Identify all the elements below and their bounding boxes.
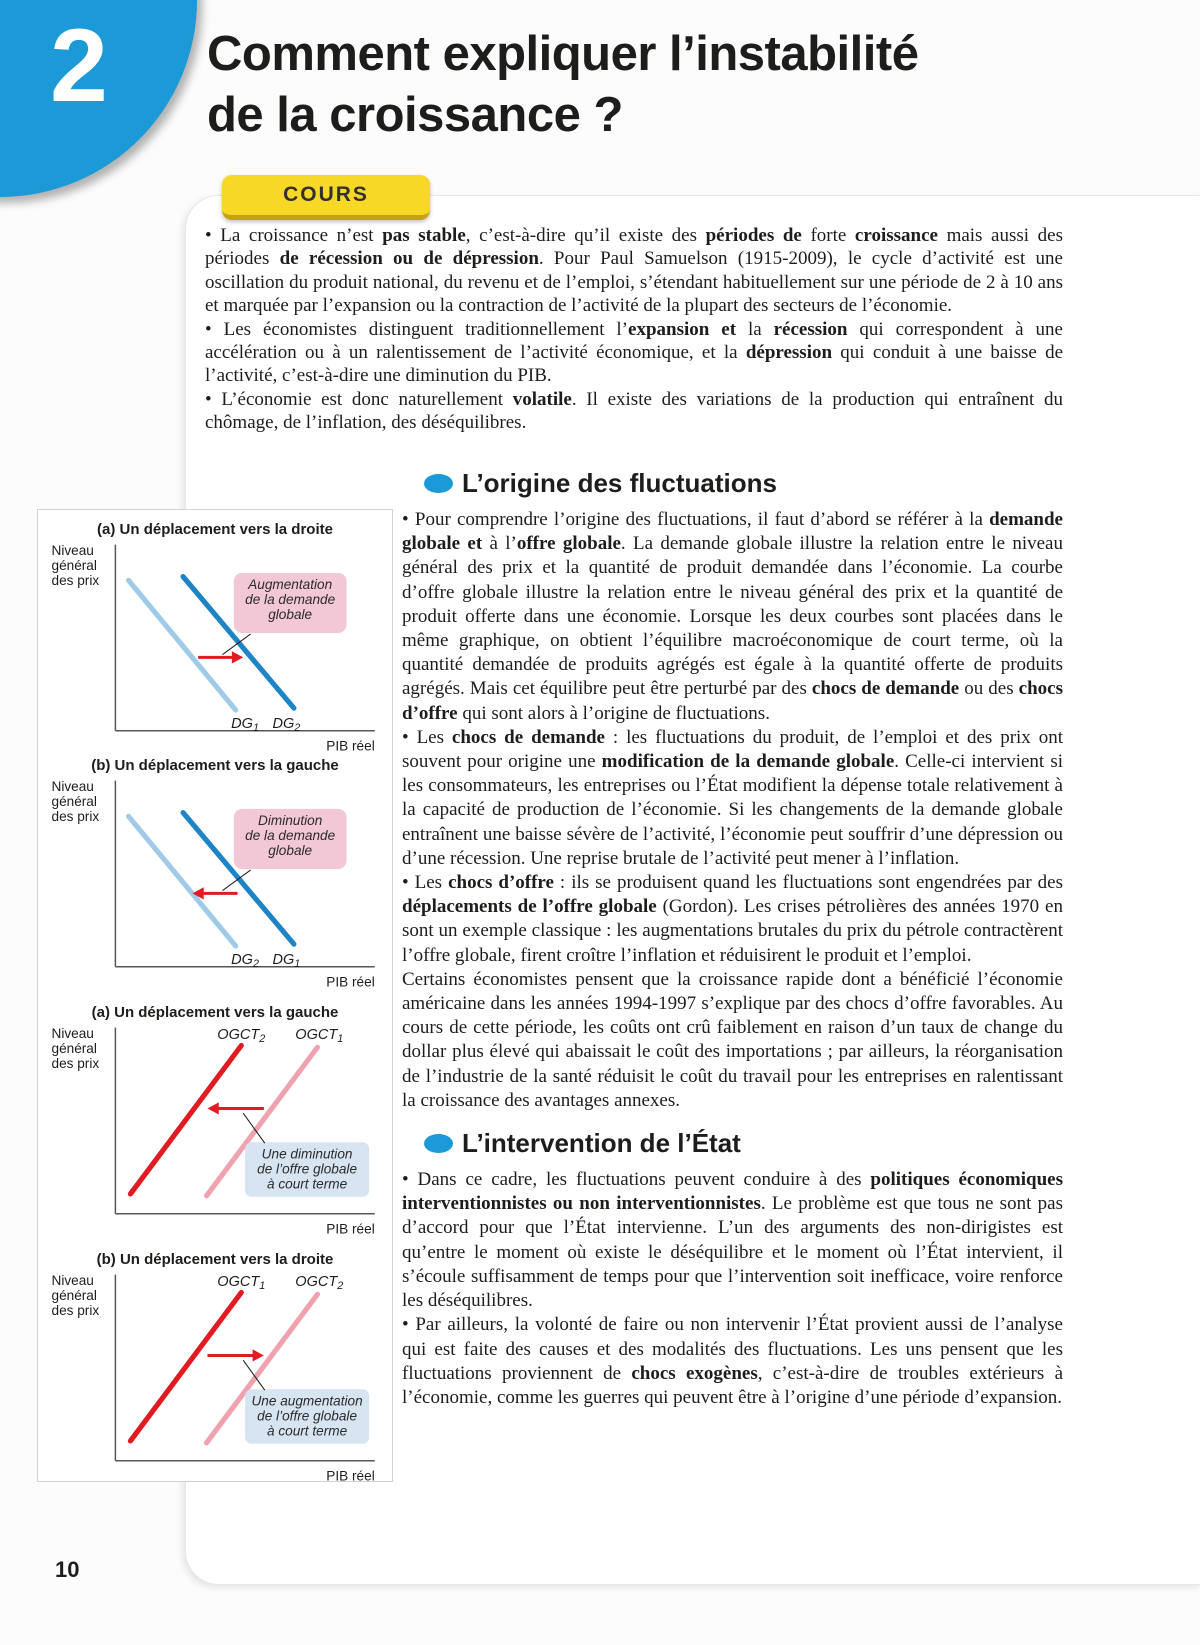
section-paragraph: • Les chocs d’offre : ils se produisent quand les fluctuations sont engendrées par des déplacements de l’offre globale (Gordon). Les crises pétrolières des années 1970 en sont un exemple classique : les augmentations brutales du prix du pétrole contractèrent l’offre globale, firent croître l’inflation et réduisirent le produit et l’emploi. (402, 872, 1063, 966)
chart-title: (b) Un déplacement vers la gauche (91, 757, 339, 774)
x-axis-label: PIB réel (326, 738, 375, 754)
curve-label-OGCT1: $OGCT_1$ (295, 1026, 344, 1046)
section-heading-text: L’origine des fluctuations (462, 468, 777, 498)
annotation-text: Une diminution (261, 1146, 353, 1162)
y-axis-label: des prix (51, 1056, 100, 1072)
section-bullet-icon (424, 1134, 453, 1153)
section-heading (402, 468, 1063, 499)
chart-block-supply-shift-left (38, 1004, 392, 1247)
annotation-text: Une augmentation (251, 1393, 363, 1409)
curve-DG2 (129, 816, 236, 946)
chart-block-demand-shift-right (38, 510, 392, 753)
annotation-text: à court terme (266, 1423, 348, 1439)
section-paragraph: • Dans ce cadre, les fluctuations peuvent conduire à des politiques économiques interventionnistes ou non interventionnistes. Le problème est que tous ne sont pas d’accord pour que l’État intervienne. L’un des arguments des non-dirigistes est qu’entre le moment où existe le déséquilibre et le moment où l’État intervient, il s’écoule suffisamment de temps pour que l’intervention soit inefficace, voire renforce les déséquilibres. (402, 1169, 1063, 1312)
section-heading (402, 1128, 1063, 1159)
page-number: 10 (55, 1557, 80, 1582)
y-axis-label: des prix (51, 1303, 100, 1319)
curve-DG1 (129, 580, 236, 710)
supply-shift-right-chart (39, 1269, 391, 1487)
page-title-line2: de la croissance ? (207, 88, 623, 142)
intro-paragraph: • La croissance n’est pas stable, c’est-à-dire qu’il existe des périodes de forte croissance mais aussi des périodes de récession ou de dépression. Pour Paul Samuelson (1915-2009), le cycle d’activité est une oscillation du produit national, du revenu et de l’emploi, s’étendant habituellement sur une période de 2 à 10 ans et marquée par l’expansion ou la contraction de l’activité de la plupart des secteurs de l’économie. (205, 225, 1063, 317)
y-axis-label: des prix (51, 573, 100, 589)
shift-arrow-icon (207, 1349, 263, 1361)
curve-label-OGCT2: $OGCT_2$ (295, 1273, 344, 1293)
curve-label-OGCT2: $OGCT_2$ (217, 1026, 266, 1046)
annotation-text: à court terme (266, 1176, 348, 1192)
y-axis-label: général (51, 558, 97, 574)
annotation-text: de l’offre globale (257, 1161, 358, 1177)
section-paragraph: Certains économistes pensent que la croissance rapide dont a bénéficié l’économie américaine dans les années 1994-1997 s’explique par des chocs d’offre favorables. Au cours de cette période, les coûts ont crû faiblement en raison d’un taux de change du dollar plus élevé qui abaissait le coût des importations ; par ailleurs, la réorganisation de l’industrie de la santé réduisit le coût du travail pour les entreprises en ralentissant la croissance des avantages annexes. (402, 968, 1063, 1111)
section-paragraph: • Pour comprendre l’origine des fluctuations, il faut d’abord se référer à la demande globale et à l’offre globale. La demande globale illustre la relation entre le niveau général des prix et la quantité de produit demandée dans l’économie. La courbe d’offre globale illustre la relation entre le niveau général des prix et la quantité de produit offerte dans une économie. Lorsque les deux courbes sont placées dans le même graphique, on obtient l’équilibre macroéconomique de court terme, où la quantité demandée de produits agrégés est égale à la quantité offerte de produits agrégés. Mais cet équilibre peut être perturbé par des chocs de demande ou des chocs d’offre qui sont alors à l’origine de fluctuations. (402, 509, 1063, 724)
page-title (207, 24, 918, 146)
y-axis-label: général (51, 1041, 97, 1057)
shift-arrow-icon (198, 651, 243, 663)
y-axis-label: Niveau (51, 1025, 94, 1041)
x-axis-label: PIB réel (326, 974, 375, 990)
shift-arrow-icon (192, 887, 237, 899)
curve-label-DG1: $DG_1$ (231, 715, 259, 735)
shift-arrow-icon (207, 1102, 263, 1114)
section-paragraph: • Les chocs de demande : les fluctuations du produit, de l’emploi et des prix ont souvent pour origine une modification de la demande globale. Celle-ci intervient si les consommateurs, les entreprises ou l’État modifient la dépense totale relativement à la capacité de production de l’économie. Si les changements de la demande globale entraînent une baisse sévère de l’activité, l’économie peut souffrir d’une dépression ou d’une récession. Une reprise brutale de l’activité peut mener à l’inflation. (402, 726, 1063, 869)
y-axis-label: général (51, 794, 97, 810)
y-axis-label: Niveau (51, 542, 94, 558)
curve-label-DG2: $DG_2$ (231, 951, 259, 971)
chart-title: (b) Un déplacement vers la droite (96, 1251, 334, 1268)
x-axis-label: PIB réel (326, 1221, 375, 1237)
section-paragraph: • Par ailleurs, la volonté de faire ou non intervenir l’État provient aussi de l’analyse qui est faite des causes et des modalités des fluctuations. Les uns pensent que les fluctuations proviennent de chocs exogènes, c’est-à-dire de troubles extérieurs à l’économie, comme les guerres qui peuvent être à l’origine d’une période d’expansion. (402, 1314, 1064, 1408)
course-sections (402, 468, 1063, 1410)
intro-paragraph: • L’économie est donc naturellement volatile. Il existe des variations de la production qui entraînent du chômage, de l’inflation, des déséquilibres. (205, 388, 1063, 434)
demand-shift-right-chart (39, 539, 391, 757)
x-axis-label: PIB réel (326, 1468, 375, 1484)
curve-label-DG2: $DG_2$ (272, 715, 301, 735)
annotation-text: de l’offre globale (257, 1408, 358, 1424)
intro-paragraphs (205, 224, 1063, 435)
y-axis-label: Niveau (51, 778, 94, 794)
y-axis-label: des prix (51, 809, 100, 825)
annotation-text: globale (268, 606, 313, 622)
y-axis-label: Niveau (51, 1272, 94, 1288)
chart-block-demand-shift-left (38, 757, 392, 1000)
annotation-text: Diminution (258, 812, 323, 828)
annotation-text: globale (268, 842, 313, 858)
curve-label-DG1: $DG_1$ (272, 951, 301, 971)
chart-title: (a) Un déplacement vers la gauche (91, 1004, 339, 1021)
y-axis-label: général (51, 1288, 97, 1304)
annotation-text: de la demande (245, 827, 336, 843)
section-bullet-icon (424, 474, 453, 493)
chapter-number: 2 (50, 8, 108, 124)
figure-panel (37, 509, 393, 1482)
chart-block-supply-shift-right (38, 1251, 392, 1494)
section-heading-text: L’intervention de l’État (462, 1128, 741, 1159)
intro-paragraph: • Les économistes distinguent traditionnellement l’expansion et la récession qui correspondent à une accélération ou à un ralentissement de l’activité économique, et la dépression qui conduit à une baisse de l’activité, c’est-à-dire une diminution du PIB. (205, 318, 1063, 387)
demand-shift-left-chart (39, 775, 391, 993)
annotation-text: de la demande (245, 591, 336, 607)
page-title-line1: Comment expliquer l’instabilité (207, 27, 919, 81)
chart-title: (a) Un déplacement vers la droite (97, 521, 333, 538)
curve-label-OGCT1: $OGCT_1$ (217, 1273, 266, 1293)
cours-badge[interactable]: COURS (222, 175, 430, 220)
supply-shift-left-chart (39, 1022, 391, 1240)
annotation-text: Augmentation (248, 576, 333, 592)
